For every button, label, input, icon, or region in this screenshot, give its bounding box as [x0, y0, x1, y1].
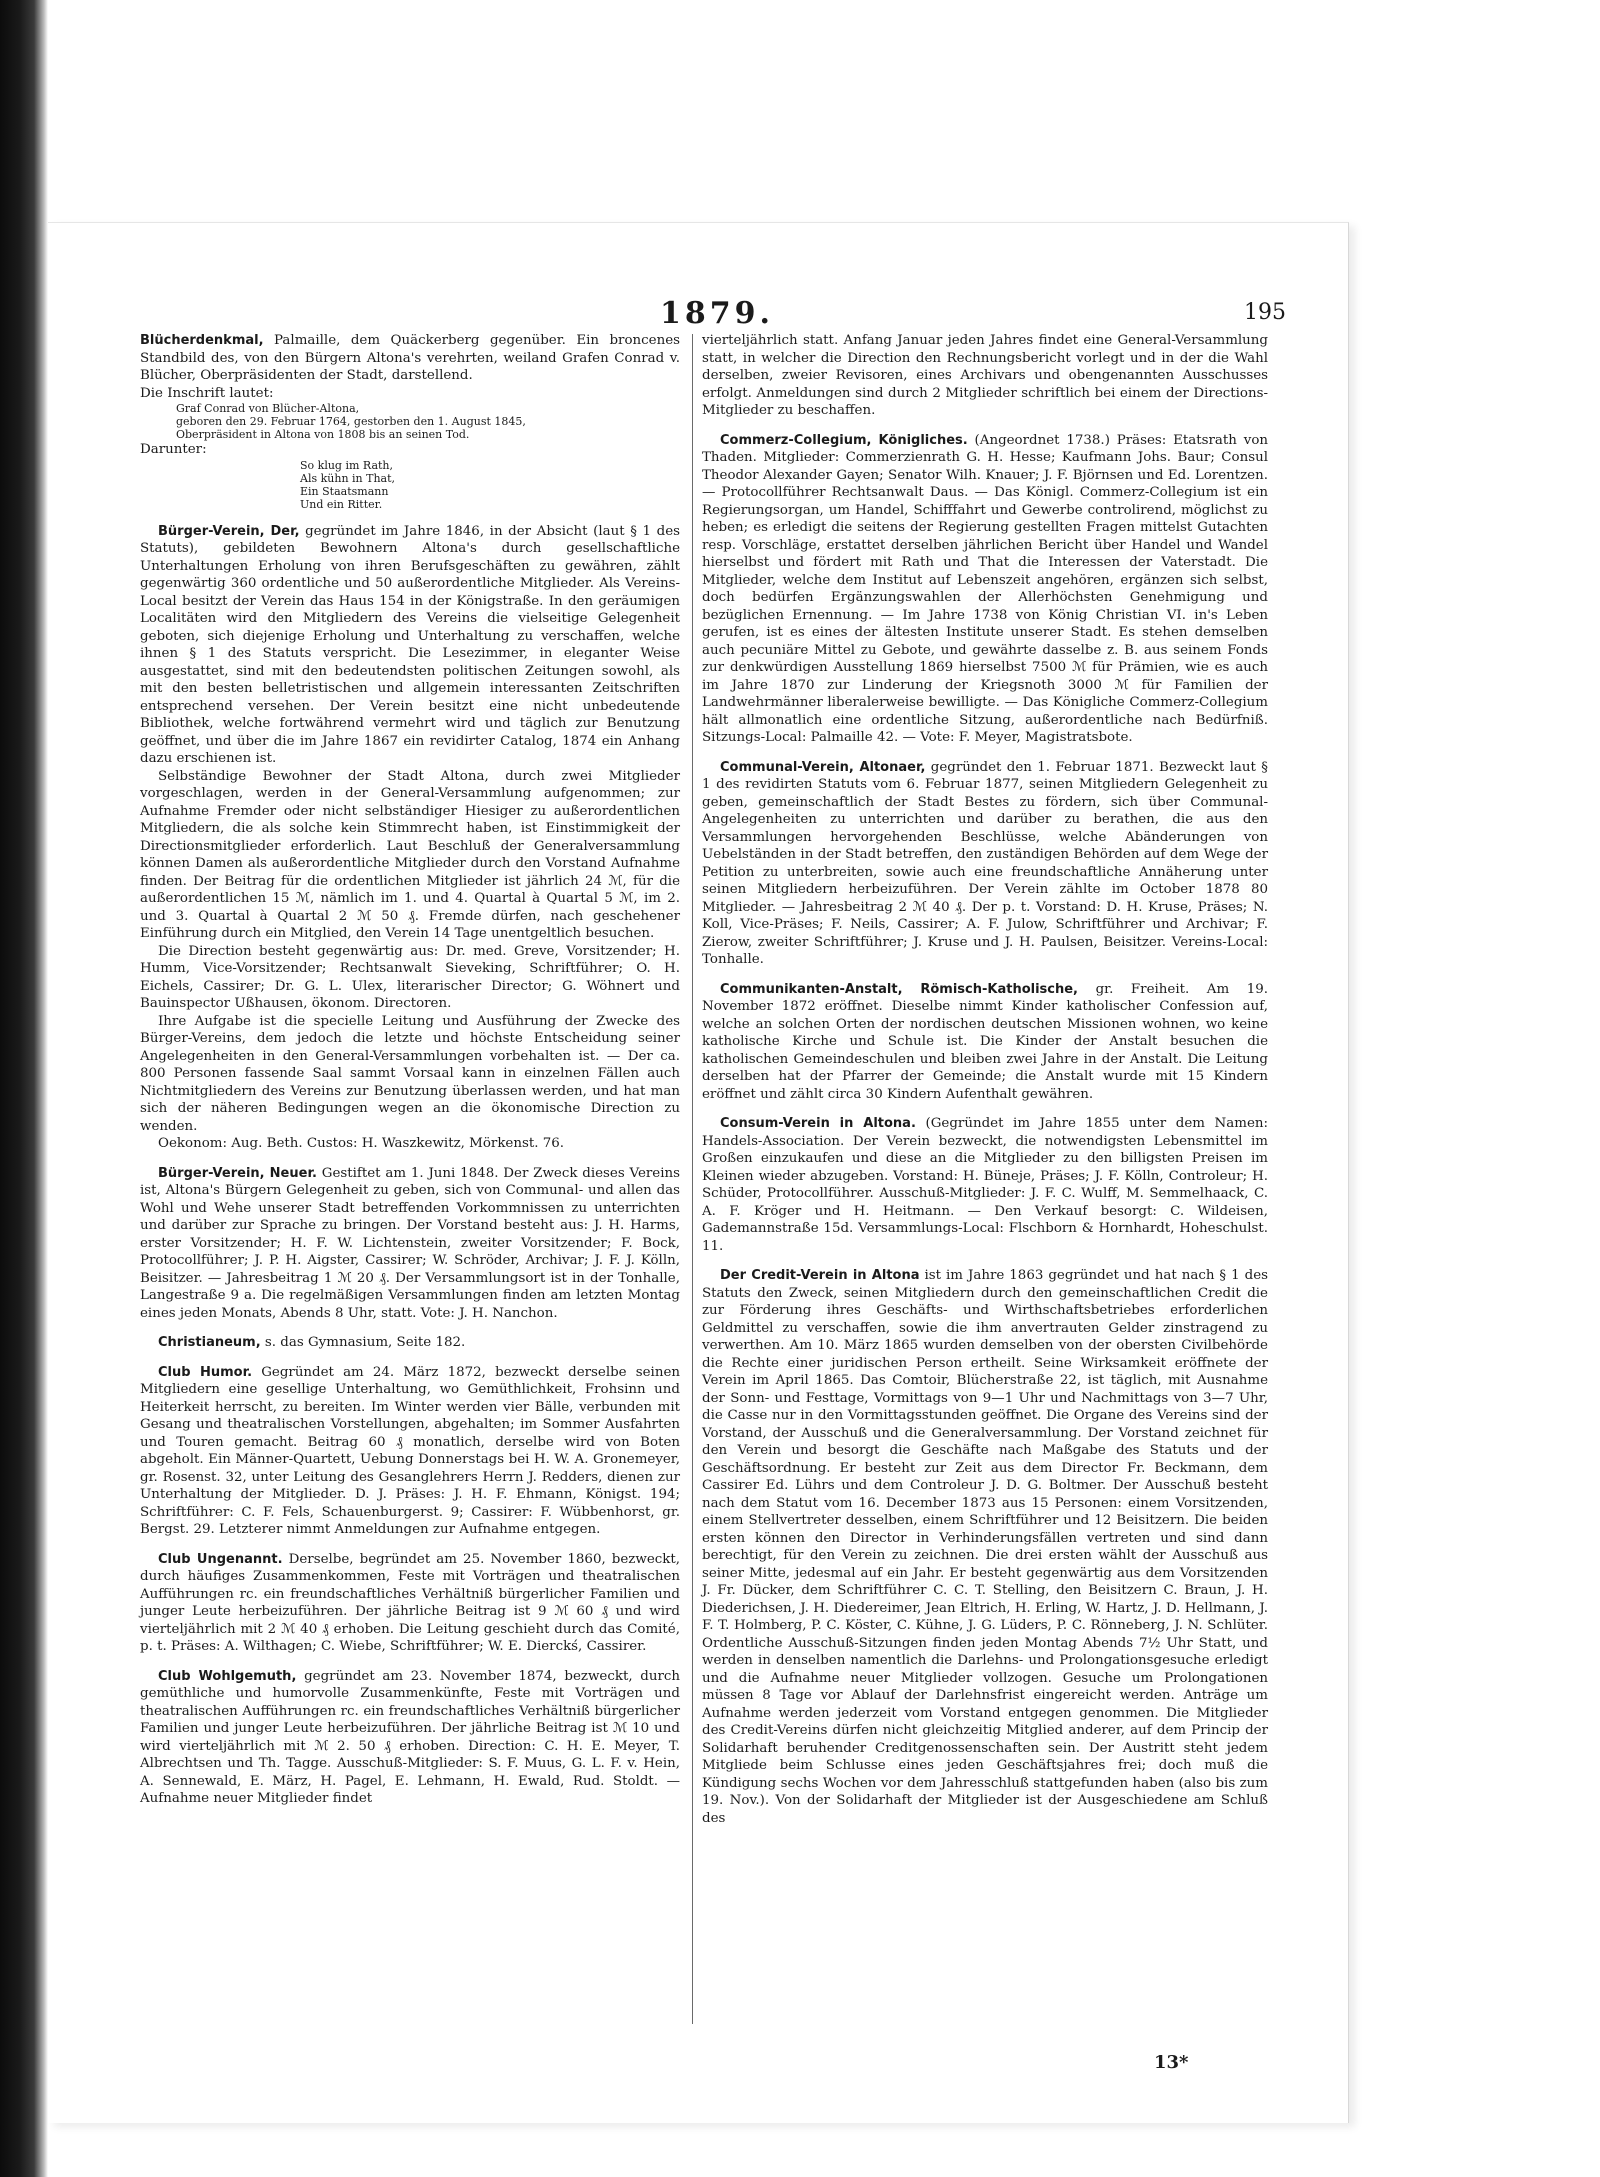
entry-consum-verein [702, 1115, 1268, 1255]
entry-paragraph: Oekonom: Aug. Beth. Custos: H. Waszkewitz, Mörkenst. 76. [158, 1136, 565, 1151]
below-label: Darunter: [140, 442, 207, 457]
entry-commerz-collegium [702, 432, 1268, 747]
entry-christianeum [140, 1334, 680, 1352]
entry-text: vierteljährlich statt. Anfang Januar jeden Jahres findet eine General-Versammlung statt, in welcher die Direction den Rechnungsbericht vorlegt und in der die Wahl derselben, zweier Revisoren, eines Archivars und obengenannten Ausschusses erfolgt. Anmeldungen sind durch 2 Mitglieder schriftlich bei einem der Directions-Mitglieder zu beschaffen. [702, 333, 1268, 418]
entry-headword: Communikanten-Anstalt, Römisch-Katholische, [720, 981, 1079, 997]
entry-communal-verein [702, 759, 1268, 969]
entry-buerger-verein-neuer [140, 1165, 680, 1323]
entry-text: (Gegründet im Jahre 1855 unter dem Namen: Handels-Association. Der Verein bezweckt, die notwendigsten Lebensmittel im Großen einzukaufen und diese an die Mitglieder zu den billigsten Preisen im Kleinen wieder abzugeben. Vorstand: H. Büneje, Präses; J. F. Kölln, Controleur; H. Schüder, Protocollführer. Ausschuß-Mitglieder: J. F. C. Wulff, M. Semmelhaack, C. A. F. Kröger und H. Heitmann. — Den Verkauf besorgt: C. Wildeisen, Gademannstraße 15d. Versammlungs-Local: Flschborn & Hornhardt, Hoheschulst. 11. [702, 1116, 1269, 1254]
entry-text: gr. Freiheit. Am 19. November 1872 eröffnet. Dieselbe nimmt Kinder katholischer Confession auf, welche an solchen Orten der nordischen deutschen Missionen wohnen, wo keine katholische Kirche und Schule ist. Die Kinder der Anstalt besuchen die katholischen Gemeindeschulen und bleiben zwei Jahre in der Anstalt. Die Leitung derselben hat der Pfarrer der Gemeinde; die Anstalt wurde mit 15 Kindern eröffnet und zählt circa 30 Kindern Aufenthalt gewähren. [702, 981, 1269, 1102]
entry-bluecherdenkmal [140, 332, 680, 511]
entry-text: Gestiftet am 1. Juni 1848. Der Zweck dieses Vereins ist, Altona's Bürgern Gelegenheit zu geben, sich von Communal- und allen das Wohl und Wehe unserer Stadt betreffenden Vorkommnissen zu unterrichten und darüber zur Sprache zu bringen. Der Vorstand besteht aus: J. H. Harms, erster Vorsitzender; H. F. W. Lichtenstein, zweiter Vorsitzender; F. Bock, Protocollführer; J. P. H. Aigster, Cassirer; W. Schröder, Archivar; J. F. J. Kölln, Beisitzer. — Jahresbeitrag 1 ℳ 20 ₰. Der Versammlungsort ist in der Tonhalle, Langestraße 9 a. Die regelmäßigen Versammlungen finden am letzten Montag eines jeden Monats, Abends 8 Uhr, statt. Vote: J. H. Nanchon. [140, 1165, 680, 1321]
entry-credit-verein [702, 1267, 1268, 1827]
entry-headword: Club Wohlgemuth, [158, 1668, 297, 1684]
entry-headword: Communal-Verein, Altonaer, [720, 759, 926, 775]
entry-paragraph: Ihre Aufgabe ist die specielle Leitung und Ausführung der Zwecke des Bürger-Vereins, dem jedoch die letzte und höchste Entscheidung seiner Angelegenheiten in den General-Versammlungen vorbehalten ist. — Der ca. 800 Personen fassende Saal sammt Vorsaal kann in einzelnen Fällen auch Nichtmitgliedern des Vereins zur Benutzung überlassen werden, und hat man sich der näheren Bedingungen wegen an die ökonomische Direction zu wenden. [140, 1013, 680, 1134]
entry-headword: Bürger-Verein, Der, [158, 523, 300, 539]
entry-club-humor [140, 1364, 680, 1539]
entry-club-ungenannt [140, 1551, 680, 1656]
entry-communikanten-anstalt [702, 981, 1268, 1104]
entry-text: s. das Gymnasium, Seite 182. [264, 1335, 466, 1350]
entry-paragraph: Die Direction besteht gegenwärtig aus: Dr. med. Greve, Vorsitzender; H. Humm, Vice-Vorsitzender; Rechtsanwalt Sieveking, Schriftführer; O. H. Eichels, Cassirer; Dr. G. L. Ulex, literarischer Director; G. Wöhnert und Bauinspector Ußhausen, ökonom. Directoren. [140, 943, 680, 1011]
right-column [702, 332, 1268, 1839]
entry-headword: Consum-Verein in Altona. [720, 1116, 916, 1131]
page-number: 195 [1244, 300, 1286, 325]
entry-text: gegründet im Jahre 1846, in der Absicht (laut § 1 des Statuts), gebildeten Bewohnern Altona's durch gesellschaftliche Unterhaltungen Erholung von ihren Berufsgeschäften zu gewähren, zählt gegenwärtig 360 ordentliche und 50 außerordentliche Mitglieder. Als Vereins-Local besitzt der Verein das Haus 154 in der Königstraße. In den geräumigen Localitäten wird den Mitgliedern des Vereins die vielseitige Gelegenheit geboten, sich diejenige Erholung und Unterhaltung zu verschaffen, welche ihnen § 1 des Statuts verspricht. Die Lesezimmer, in eleganter Weise ausgestattet, sind mit den bedeutendsten politischen Zeitungen sowohl, als mit den besten belletristischen und allgemein interessanten Zeitschriften entsprechend versehen. Der Verein besitzt eine nicht unbedeutende Bibliothek, welche fortwährend vermehrt wird und täglich zur Benutzung geöffnet, und über die im Jahre 1867 ein revidirter Catalog, 1874 ein Anhang dazu erschienen ist. [140, 523, 680, 766]
entry-buerger-verein [140, 523, 680, 1153]
entry-text: Derselbe, begründet am 25. November 1860, bezweckt, durch häufiges Zusammenkommen, Feste mit Vorträgen und theatralischen Aufführungen rc. ein freundschaftliches Verhältniß bürgerlicher Familien und junger Leute herbeizuführen. Der jährliche Beitrag ist 9 ℳ 60 ₰ und wird vierteljährlich mit 2 ℳ 40 ₰ erhoben. Die Leitung geschieht durch das Comité, p. t. Präses: A. Wilthagen; C. Wiebe, Schriftführer; W. E. Dierckś, Cassirer. [140, 1551, 680, 1654]
entry-continuation [702, 332, 1268, 420]
entry-headword: Club Humor. [158, 1364, 253, 1380]
entry-text: Gegründet am 24. März 1872, bezweckt derselbe seinen Mitgliedern eine gesellige Unterhaltung, wo Gemüthlichkeit, Frohsinn und Heiterkeit herrscht, zu bereiten. Im Winter werden vier Bälle, verbunden mit Gesang und theatralischen Vorstellungen, abgehalten; im Sommer Ausfahrten und Touren gemacht. Beitrag 60 ₰ monatlich, derselbe wird von Boten abgeholt. Ein Männer-Quartett, Uebung Donnerstags bei H. W. A. Gronemeyer, gr. Rosenst. 32, unter Leitung des Gesanglehrers Herrn J. Redders, dienen zur Unterhaltung der Mitglieder. D. J. Präses: J. H. F. Ehmann, Königst. 194; Schriftführer: C. F. Fels, Schauenburgerst. 9; Cassirer: F. Wübbenhorst, gr. Bergst. 29. Letzterer nimmt Anmeldungen zur Aufnahme entgegen. [140, 1364, 680, 1537]
inscription-label: Die Inschrift lautet: [140, 385, 274, 401]
poem-line: So klug im Rath, [300, 458, 394, 472]
inscription-line: geboren den 29. Februar 1764, gestorben den 1. August 1845, [176, 415, 526, 428]
entry-headword: Christianeum, [158, 1335, 261, 1350]
book-spine-shadow [0, 0, 48, 2177]
inscription-line: Oberpräsident in Altona von 1808 bis an seinen Tod. [176, 428, 470, 441]
entry-headword: Commerz-Collegium, Königliches. [720, 432, 968, 448]
entry-text: ist im Jahre 1863 gegründet und hat nach § 1 des Statuts den Zweck, seinen Mitgliedern durch den gemeinschaftlichen Credit die zur Förderung ihres Geschäfts- und Wirthschaftsbetriebes erforderlichen Geldmittel zu verschaffen, sowie die ihm anvertrauten Gelder zinstragend zu verwerthen. Am 10. März 1865 wurden demselben von der obersten Civilbehörde die Rechte einer juridischen Person ertheilt. Seine Wirksamkeit eröffnete der Verein im April 1865. Das Comtoir, Blücherstraße 22, ist täglich, mit Ausnahme der Sonn- und Festtage, Vormittags von 9—1 Uhr und Nachmittags von 3—7 Uhr, die Casse nur in den Vormittagsstunden geöffnet. Die Organe des Vereins sind der Vorstand, der Ausschuß und die Generalversammlung. Der Vorstand zeichnet für den Verein und besorgt die Geschäfte nach Maßgabe des Statuts und der Geschäftsordnung. Er besteht zur Zeit aus dem Director Fr. Beckmann, dem Cassirer Ed. Lührs und dem Controleur J. D. G. Boltmer. Der Ausschuß besteht nach dem Statut vom 16. December 1873 aus 15 Personen: einem Vorsitzenden, einem Stellvertreter desselben, einem Schriftführer und 12 Beisitzern. Die beiden ersten können den Director in Verhinderungsfällen vertreten und sind dann berechtigt, für den Verein zu zeichnen. Die drei ersten wählt der Ausschuß aus seiner Mitte, jedesmal auf ein Jahr. Er besteht gegenwärtig aus dem Vorsitzenden J. Fr. Dücker, dem Schriftführer C. C. T. Stelling, den Beisitzern C. Braun, J. H. Diederichsen, J. H. Diedereimer, Jean Eltrich, H. Erling, W. Hartz, J. D. Hellmann, J. F. T. Holmberg, P. C. Köster, C. Kühne, J. G. Lüders, P. C. Rönneberg, J. N. Schlüter. Ordentliche Ausschuß-Sitzungen finden jeden Montag Abends 7½ Uhr Statt, und werden in denselben namentlich die Darlehns- und Prolongationsgesuche erledigt und die Aufnahme neuer Mitglieder vollzogen. Gesuche um Prolongationen müssen 8 Tage vor Ablauf der Darlehnsfrist eingereicht werden. Anträge um Aufnahme werden jederzeit vom Vorstand entgegen genommen. Die Mitglieder des Credit-Vereins dürfen nicht gleichzeitig Mitglied anderer, auf dem Princip der Solidarhaft beruhender Creditgenossenschaften sein. Der Austritt steht jedem Mitgliede beim Schlusse eines jeden Geschäftsjahres frei; doch muß die Kündigung sechs Wochen vor dem Jahresschluß stattgefunden haben (also bis zum 19. Nov.). Von der Solidarhaft der Mitglieder ist der Ausgeschiedene am Schluß des [702, 1268, 1268, 1826]
poem-line: Ein Staatsmann [300, 484, 389, 498]
entry-headword: Der Credit-Verein in Altona [720, 1268, 920, 1283]
entry-paragraph: Selbständige Bewohner der Stadt Altona, durch zwei Mitglieder vorgeschlagen, werden in der General-Versammlung aufgenommen; zur Aufnahme Fremder oder nicht selbständiger Hiesiger zu außerordentlichen Mitgliedern, die als solche kein Stimmrecht haben, ist Einstimmigkeit der Directionsmitglieder erforderlich. Laut Beschluß der Generalversammlung können Damen als außerordentliche Mitglieder durch den Vorstand Aufnahme finden. Der Beitrag für die ordentlichen Mitglieder ist jährlich 24 ℳ, für die außerordentlichen 15 ℳ, nämlich im 1. und 4. Quartal à Quartal 5 ℳ, im 2. und 3. Quartal à Quartal 2 ℳ 50 ₰. Fremde dürfen, nach geschehener Einführung durch ein Mitglied, den Verein 14 Tage unentgeltlich besuchen. [140, 768, 680, 941]
entry-text: (Angeordnet 1738.) Präses: Etatsrath von Thaden. Mitglieder: Commerzienrath G. H. Hesse; Kaufmann Johs. Baur; Consul Theodor Alexander Gayen; Senator Wilh. Knauer; J. F. Björnsen und Ed. Lorentzen. — Protocollführer Rechtsanwalt Daus. — Das Königl. Commerz-Collegium ist ein Regierungsorgan, um Handel, Schifffahrt und Gewerbe controlirend, möglichst zu heben; es erledigt die seitens der Regierung gestellten Fragen mittelst Gutachten resp. Vorschläge, erstattet derselben jährlichen Bericht über Handel und Wandel hierselbst und fördert mit Rath und That die Interessen der Vaterstadt. Die Mitglieder, welche dem Institut auf Lebenszeit angehören, ergänzen sich selbst, doch bedürfen Ergänzungswahlen der Allerhöchsten Genehmigung und bezüglichen Ernennung. — Im Jahre 1738 von König Christian VI. in's Leben gerufen, ist es eines der ältesten Institute unserer Stadt. Es stehen demselben auch pecuniäre Mittel zu Gebote, und gewährte dasselbe z. B. aus seinem Fonds zur denkwürdigen Ausstellung 1869 hierselbst 7500 ℳ für Prämien, wie es auch im Jahre 1870 zur Linderung der Kriegsnoth 3000 ℳ für Familien der Landwehrmänner liberalerweise bewilligte. — Das Königliche Commerz-Collegium hält allmonatlich eine ordentliche Sitzung, außerordentliche nach Bedürfniß. Sitzungs-Local: Palmaille 42. — Vote: F. Meyer, Magistratsbote. [702, 432, 1268, 745]
entry-headword: Club Ungenannt. [158, 1551, 283, 1567]
left-column [140, 332, 680, 1820]
entry-headword: Blücherdenkmal, [140, 333, 264, 348]
column-divider [692, 334, 693, 2024]
signature-mark: 13* [1154, 2052, 1189, 2073]
poem-line: Als kühn in That, [300, 471, 396, 485]
poem-line: Und ein Ritter. [300, 497, 383, 511]
entry-club-wohlgemuth [140, 1668, 680, 1808]
entry-text: gegründet am 23. November 1874, bezweckt, durch gemüthliche und humorvolle Zusammenkünfte, Feste mit Vorträgen und theatralischen Aufführungen rc. ein freundschaftliches Verhältniß bürgerlicher Familien und junger Leute herbeizuführen. Der jährliche Beitrag ist ℳ 10 und wird vierteljährlich mit ℳ 2. 50 ₰ erhoben. Direction: C. H. E. Meyer, T. Albrechtsen und Th. Tagge. Ausschuß-Mitglieder: S. F. Muus, G. L. F. v. Hein, A. Sennewald, E. März, H. Pagel, E. Lehmann, H. Ewald, Rud. Stoldt. — Aufnahme neuer Mitglieder findet [140, 1668, 681, 1806]
inscription-line: Graf Conrad von Blücher-Altona, [176, 402, 360, 415]
entry-text: Palmaille, dem Quäckerberg gegenüber. Ein broncenes Standbild des, von den Bürgern Altona's verehrten, weiland Grafen Conrad v. Blücher, Oberpräsidenten der Stadt, darstellend. [140, 333, 680, 383]
entry-headword: Bürger-Verein, Neuer. [158, 1165, 317, 1181]
page-header-year: 1879. [660, 296, 774, 331]
entry-text: gegründet den 1. Februar 1871. Bezweckt laut § 1 des revidirten Statuts vom 6. Februar 1877, seinen Mitgliedern Gelegenheit zu geben, gemeinschaftlich der Stadt Bestes zu fördern, sich über Communal-Angelegenheiten zu unterrichten und darüber zu berathen, die aus den Versammlungen hervorgehenden Beschlüsse, welche Abänderungen von Uebelständen in der Stadt betreffen, den zuständigen Behörden auf dem Wege der Petition zu unterbreiten, sowie auch eine freundschaftliche Annäherung unter seinen Mitgliedern herbeizuführen. Der Verein zählte im October 1878 80 Mitglieder. — Jahresbeitrag 2 ℳ 40 ₰. Der p. t. Vorstand: D. H. Kruse, Präses; N. Koll, Vice-Präses; F. Neils, Cassirer; A. F. Julow, Schriftführer und Archivar; F. Zierow, zweiter Schriftführer; J. Kruse und J. H. Paulsen, Beisitzer. Vereins-Local: Tonhalle. [702, 759, 1268, 967]
